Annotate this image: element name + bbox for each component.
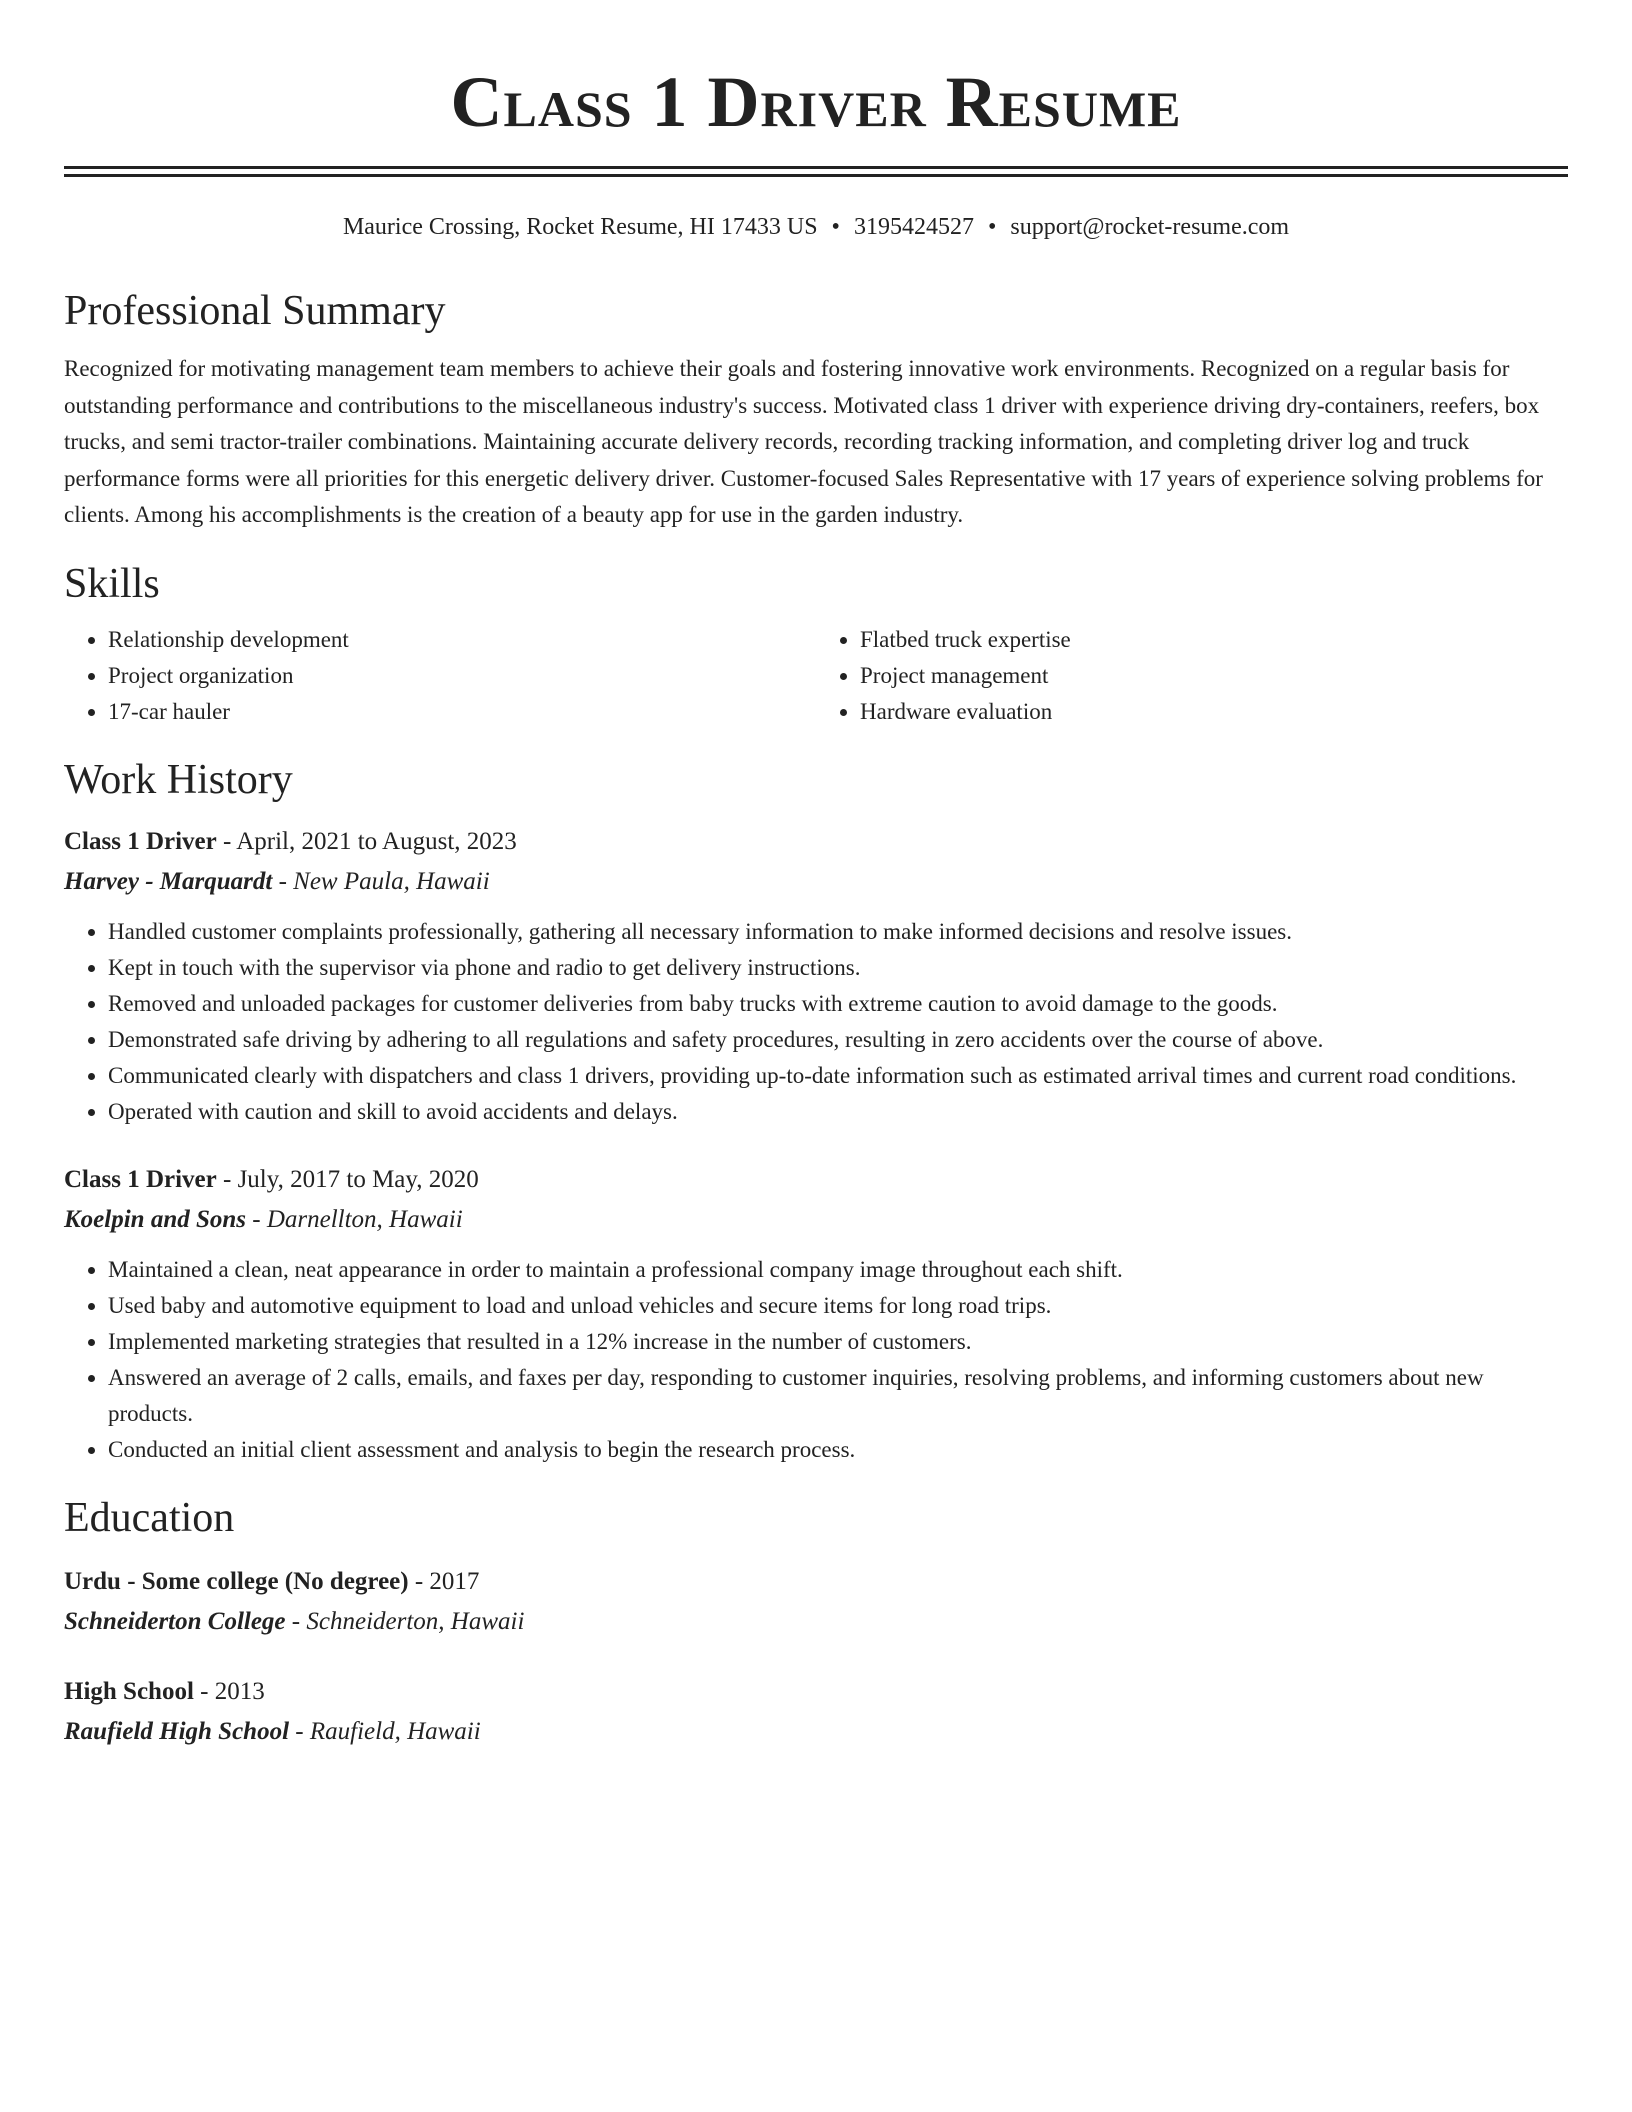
job-dates: - April, 2021 to August, 2023 xyxy=(216,827,517,855)
skill-item: • Project management xyxy=(860,658,1568,694)
skills-heading: Skills xyxy=(64,560,160,607)
job-company-line xyxy=(64,1200,1568,1240)
job-entry xyxy=(64,822,1568,1130)
education-heading: Education xyxy=(64,1494,235,1541)
education-degree: Urdu - Some college (No degree) xyxy=(64,1567,409,1595)
job-bullet: • Conducted an initial client assessment and analysis to begin the research process. xyxy=(108,1432,1568,1468)
education-degree-line xyxy=(64,1672,1568,1712)
skills-grid xyxy=(64,622,1568,730)
education-year: - 2013 xyxy=(193,1677,265,1705)
job-bullet: • Used baby and automotive equipment to load and unload vehicles and secure items for long road trips. xyxy=(108,1288,1568,1324)
skill-item: • 17-car hauler xyxy=(108,694,816,730)
job-title: Class 1 Driver xyxy=(64,827,217,855)
contact-line xyxy=(64,211,1568,243)
job-bullet: • Kept in touch with the supervisor via phone and radio to get delivery instructions. xyxy=(108,950,1568,986)
skills-right-column xyxy=(816,622,1568,730)
job-location: - New Paula, Hawaii xyxy=(272,867,490,895)
education-degree: High School xyxy=(64,1677,194,1705)
job-bullet: • Answered an average of 2 calls, emails, and faxes per day, responding to customer inquiries, resolving problems, and informing customers about new products. xyxy=(108,1360,1568,1432)
education-year: - 2017 xyxy=(408,1567,480,1595)
job-bullet-list xyxy=(64,914,1568,1130)
education-location: - Raufield, Hawaii xyxy=(289,1717,481,1745)
skill-item: • Hardware evaluation xyxy=(860,694,1568,730)
contact-phone: 3195424527 xyxy=(853,214,974,240)
education-school: Schneiderton College xyxy=(64,1607,286,1635)
job-bullet: • Operated with caution and skill to avoid accidents and delays. xyxy=(108,1094,1568,1130)
job-title: Class 1 Driver xyxy=(64,1165,217,1193)
skills-left-column xyxy=(64,622,816,730)
job-entry xyxy=(64,1160,1568,1468)
work-history-heading: Work History xyxy=(64,756,293,803)
skill-item: • Project organization xyxy=(108,658,816,694)
education-entry xyxy=(64,1672,1568,1752)
summary-text: Recognized for motivating management team members to achieve their goals and fostering innovative work environments. Recognized on a regular basis for outstanding performance and contributions to the miscellaneous industry's success. Motivated class 1 driver with experience driving dry-containers, reefers, box trucks, and semi tractor-trailer combinations. Maintaining accurate delivery records, recording tracking information, and completing driver log and truck performance forms were all priorities for this energetic delivery driver. Customer-focused Sales Representative with 17 years of experience solving problems for clients. Among his accomplishments is the creation of a beauty app for use in the garden industry. xyxy=(64,356,1543,527)
job-company: Koelpin and Sons xyxy=(64,1205,247,1233)
job-bullet: • Demonstrated safe driving by adhering to all regulations and safety procedures, resulting in zero accidents over the course of above. xyxy=(108,1022,1568,1058)
skill-item: • Flatbed truck expertise xyxy=(860,622,1568,658)
contact-separator: • xyxy=(831,214,840,240)
summary-heading: Professional Summary xyxy=(64,288,446,334)
title-divider xyxy=(64,166,1568,177)
contact-email: support@rocket-resume.com xyxy=(1010,214,1290,240)
job-bullet: • Removed and unloaded packages for customer deliveries from baby trucks with extreme caution to avoid damage to the goods. xyxy=(108,986,1568,1022)
job-bullet: • Implemented marketing strategies that resulted in a 12% increase in the number of customers. xyxy=(108,1324,1568,1360)
job-bullet: • Maintained a clean, neat appearance in order to maintain a professional company image throughout each shift. xyxy=(108,1252,1568,1288)
job-bullet: • Handled customer complaints professionally, gathering all necessary information to make informed decisions and resolve issues. xyxy=(108,914,1568,950)
education-location: - Schneiderton, Hawaii xyxy=(285,1607,525,1635)
job-dates: - July, 2017 to May, 2020 xyxy=(216,1165,479,1193)
education-entry xyxy=(64,1562,1568,1642)
job-company: Harvey - Marquardt xyxy=(64,867,273,895)
job-title-line xyxy=(64,822,1568,862)
resume-title: Class 1 Driver Resume xyxy=(450,62,1182,142)
education-school: Raufield High School xyxy=(64,1717,290,1745)
contact-separator: • xyxy=(987,214,997,240)
job-bullet-list xyxy=(64,1252,1568,1468)
contact-address: Maurice Crossing, Rocket Resume, HI 17433 US xyxy=(342,214,818,240)
skill-item: • Relationship development xyxy=(108,622,816,658)
job-title-line xyxy=(64,1160,1568,1200)
education-degree-line xyxy=(64,1562,1568,1602)
job-company-line xyxy=(64,862,1568,902)
education-school-line xyxy=(64,1602,1568,1642)
job-bullet: • Communicated clearly with dispatchers and class 1 drivers, providing up-to-date information such as estimated arrival times and current road conditions. xyxy=(108,1058,1568,1094)
education-school-line xyxy=(64,1712,1568,1752)
job-location: - Darnellton, Hawaii xyxy=(246,1205,463,1233)
